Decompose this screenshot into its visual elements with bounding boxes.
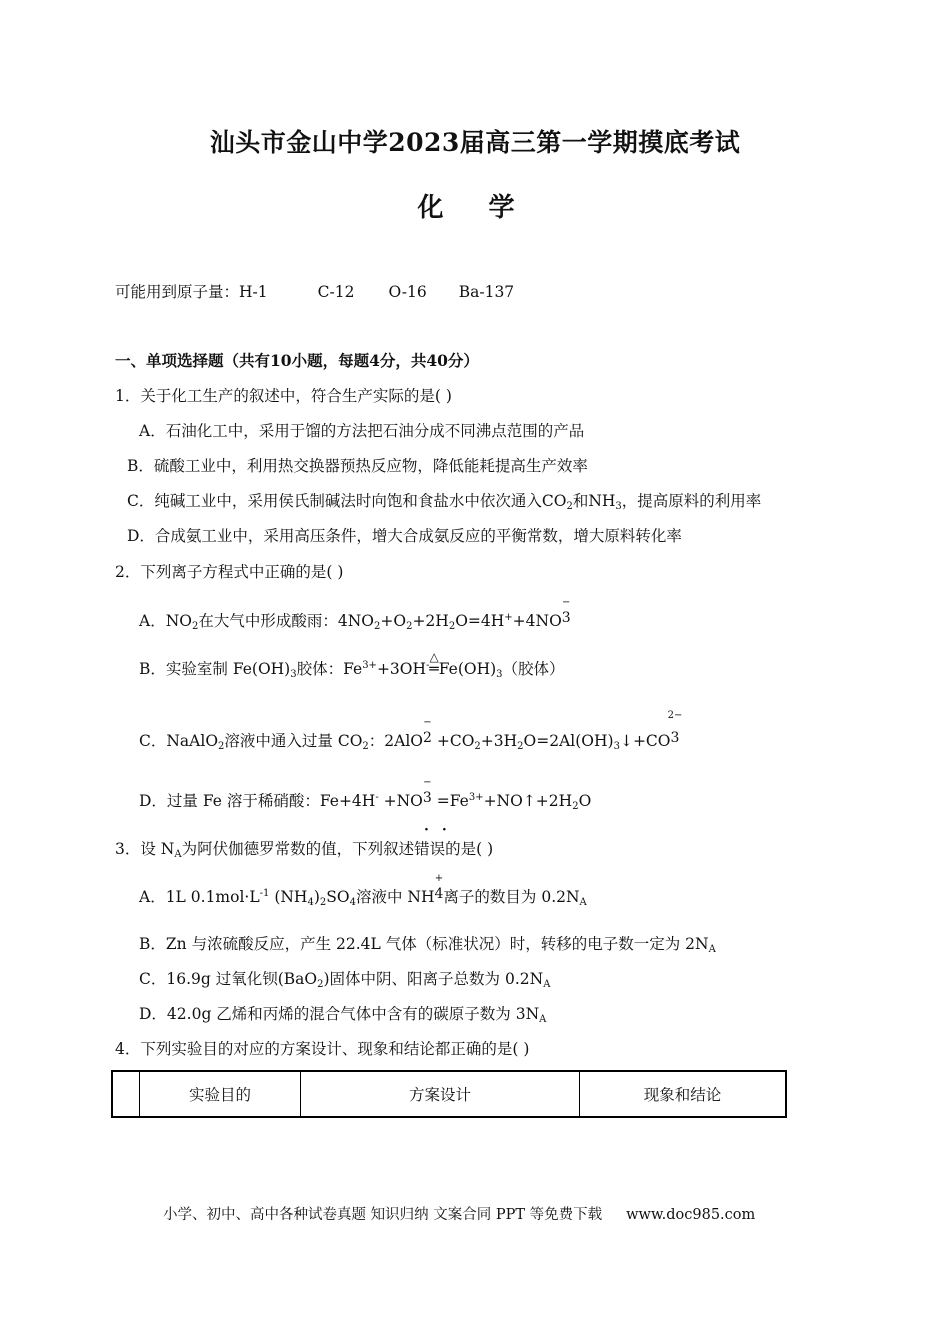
q3-option-c: C．16.9g 过氧化钡(BaO$_2$)固体中阴、阳离子总数为 $0.2N_A$ bbox=[139, 970, 551, 990]
atomic-mass-h: H-1 bbox=[239, 283, 268, 301]
q1-option-d: D．合成氨工业中，采用高压条件，增大合成氨反应的平衡常数，增大原料转化率 bbox=[127, 527, 682, 545]
atomic-mass-line bbox=[115, 281, 514, 303]
atomic-mass-label: 可能用到原子量： bbox=[115, 283, 240, 301]
exam-title: 汕头市金山中学2023届高三第一学期摸底考试 bbox=[209, 128, 741, 157]
footer-url[interactable]: www.doc985.com bbox=[626, 1207, 756, 1223]
footer bbox=[163, 1203, 755, 1224]
subject-title: 化 学 bbox=[417, 193, 533, 223]
atomic-mass-c: C-12 bbox=[317, 283, 355, 301]
q2-option-b: B．实验室制 $Fe(OH)_3$胶体：$Fe^{3+}+3OH^-$ △ $═Fe(OH)_3$（胶体） bbox=[139, 650, 565, 680]
footer-text: 小学、初中、高中各种试卷真题 知识归纳 文案合同 PPT 等免费下载 bbox=[163, 1207, 603, 1223]
table-header-purpose: 实验目的 bbox=[140, 1071, 301, 1117]
q3-option-b: B．Zn 与浓硫酸反应，产生 22.4L 气体（标准状况）时，转移的电子数一定为 $2N_A$ bbox=[139, 935, 716, 955]
q1-option-a: A．石油化工中，采用于馏的方法把石油分成不同沸点范围的产品 bbox=[139, 422, 585, 440]
table-index-cell bbox=[112, 1071, 140, 1117]
q1-stem: 1．关于化工生产的叙述中，符合生产实际的是( ) bbox=[115, 387, 452, 405]
q2-option-a: A．$NO_2$在大气中形成酸雨：$4NO_2+O_2+2H_2O=4H^++4NO$ − 3 bbox=[139, 597, 571, 632]
q2-option-c: C．NaAlO$_2$溶液中通入过量 $CO_2$：2AlO − $2 +CO_2+3H_2O=2Al(OH)_3↓+CO$ 2− 3 bbox=[139, 710, 683, 752]
q1-option-c: C．纯碱工业中，采用侯氏制碱法时向饱和食盐水中依次通入$CO_2$和$NH_3$，提高原料的利用率 bbox=[127, 492, 762, 512]
emphasis-dots: ·· bbox=[424, 822, 460, 838]
q4-stem: 4．下列实验目的对应的方案设计、现象和结论都正确的是( ) bbox=[115, 1040, 530, 1058]
q3-option-d: D．42.0g 乙烯和丙烯的混合气体中含有的碳原子数为 $3N_A$ bbox=[139, 1005, 547, 1025]
q3-stem: 3．设 $N_A$为阿伏伽德罗常数的值，下列叙述错误的是( ) bbox=[115, 840, 494, 860]
q2-stem: 2．下列离子方程式中正确的是( ) bbox=[115, 563, 344, 581]
q3-option-a: A．1L $0.1mol\cdot L^{-1}$ $(NH_4)_2SO_4$溶液中 NH + 4离子的数目为 $0.2N_A$ bbox=[139, 873, 587, 908]
experiment-table bbox=[111, 1070, 787, 1118]
section-heading: 一、单项选择题（共有10小题，每题4分，共40分） bbox=[115, 351, 479, 370]
atomic-mass-ba: Ba-137 bbox=[458, 283, 515, 301]
table-header-result: 现象和结论 bbox=[580, 1071, 787, 1117]
table-header-row bbox=[112, 1071, 786, 1117]
atomic-mass-o: O-16 bbox=[388, 283, 427, 301]
q1-option-b: B．硫酸工业中，利用热交换器预热反应物，降低能耗提高生产效率 bbox=[127, 457, 588, 475]
q2-option-d: D．过量 Fe 溶于稀硝酸：Fe+4H- +NO − $3 =Fe^{3+}+NO↑+2H_2O$ bbox=[139, 777, 592, 812]
table-header-design: 方案设计 bbox=[301, 1071, 580, 1117]
